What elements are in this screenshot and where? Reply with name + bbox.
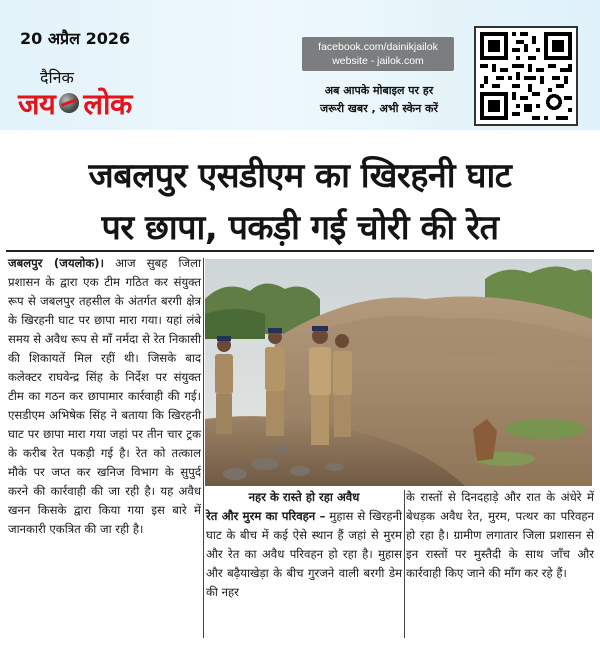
- subheading-line-1: नहर के रास्ते हो रहा अवैध: [248, 490, 360, 504]
- scan-prompt-line-1: अब आपके मोबाइल पर हर: [324, 84, 434, 97]
- article-column-middle: [206, 488, 402, 602]
- headline-line-2: पर छापा, पकड़ी गई चोरी की रेत: [101, 208, 499, 248]
- scan-prompt: [296, 82, 462, 118]
- logo-word-lok: लोक: [83, 86, 132, 121]
- qr-code-icon: [476, 28, 576, 124]
- issue-date: 20 अप्रैल 2026: [20, 29, 131, 48]
- news-photo: [205, 259, 592, 486]
- headline-divider: [6, 250, 594, 252]
- sand-seizure-photo: [205, 259, 592, 486]
- article-paragraph-3: के रास्तों से दिनदहाड़े और रात के अंधेरे में बेधड़क अवैध रेत, मुरम, पत्थर का परिवहन हो रहा है। ग्रामीण लगातार जिला प्रशासन से इन रास्तों पर मुस्तैदी के साथ जाँच और कार्रवाही किए जाने की माँग कर रहे हैं।: [406, 490, 594, 580]
- dateline: जबलपुर (जयलोक)।: [8, 256, 104, 270]
- column-divider: [404, 490, 405, 638]
- page-title: [0, 150, 600, 254]
- social-links-box: [302, 37, 454, 71]
- globe-icon: [59, 93, 79, 113]
- scan-prompt-line-2: जरूरी खबर , अभी स्केन करें: [320, 102, 438, 115]
- column-divider: [203, 258, 204, 638]
- article-column-left: [8, 254, 201, 539]
- logo-prefix: दैनिक: [40, 68, 74, 87]
- logo-word-jay: जय: [18, 86, 56, 121]
- article-column-right: [406, 488, 594, 583]
- masthead: [0, 0, 600, 130]
- article-paragraph-2: मुहास से खिरहनी घाट के बीच में कई ऐसे स्थान हैं जहां से मुरम और रेत का अवैध परिवहन हो रहा है। मुहास और बढ़ैयाखेड़ा के बीच गुरजने वाली बरगी डेम की नहर: [206, 509, 402, 599]
- website-link[interactable]: website - jailok.com: [332, 55, 424, 67]
- article-paragraph-1: आज सुबह जिला प्रशासन के द्वारा एक टीम गठित कर संयुक्त रूप से जबलपुर तहसील के अंतर्गत बरगी क्षेत्र के खिरहनी घाट पर छापा मारा गया। यहां लंबे समय से अवैध रूप से माँ नर्मदा से रेत निकासी की शिकायतें मिल रहीं थी। जिसके बाद कलेक्टर राघवेन्द्र सिंह के निर्देश पर संयुक्त टीम का गठन कर छापामार कार्रवाही की गई। एसडीएम अभिषेक सिंह ने बताया कि खिरहनी घाट पर छापा मारा गया जहां पर तीन चार ट्रक के करीब रेत पकड़ी गई है। रेत को तत्काल मौके पर जप्त कर खनिज विभाग के सुपुर्द करने की कार्रवाही की जा रही है। यह अवैध खनन किसके द्वारा किया गया इस बारे में जानकारी एकत्रित की जा रही है।: [8, 256, 201, 536]
- qr-code[interactable]: [474, 26, 578, 126]
- facebook-link[interactable]: facebook.com/dainikjailok: [318, 41, 438, 53]
- newspaper-logo: [18, 86, 132, 120]
- headline-line-1: जबलपुर एसडीएम का खिरहनी घाट: [88, 156, 512, 196]
- subheading-line-2: रेत और मुरम का परिवहन –: [206, 509, 326, 523]
